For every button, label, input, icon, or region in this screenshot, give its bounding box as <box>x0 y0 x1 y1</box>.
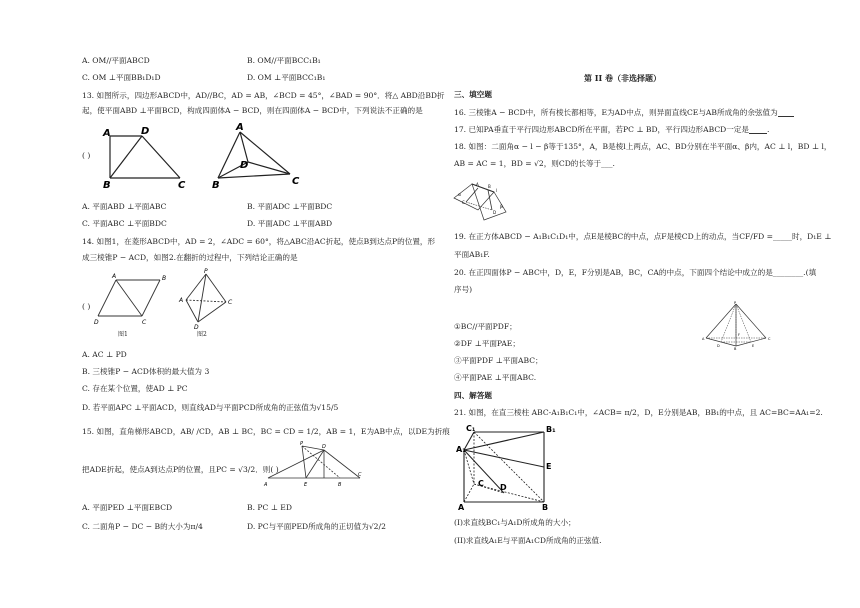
fig14b-label-p: P <box>204 268 208 275</box>
fig15-label-a: A <box>264 482 268 488</box>
fig18-label-b: B <box>488 184 491 189</box>
q15-option-b: B. PC ⊥ ED <box>247 503 292 512</box>
q14-option-a: A. AC ⊥ PD <box>82 350 127 359</box>
q14-text-line2: 成三棱锥P − ACD，如图2.在翻折的过程中，下列结论正确的是 <box>82 253 298 262</box>
fill-in-header: 三、填空题 <box>454 90 492 99</box>
fig20-label-f: F <box>738 333 741 337</box>
fig13b-label-a: A <box>236 122 244 133</box>
right-column <box>430 0 860 608</box>
q20-text-line2: 序号) <box>454 285 473 294</box>
fig14-label-b: B <box>162 275 167 282</box>
fig21-label-b1: B₁ <box>546 425 556 434</box>
q15-text-line2: 把ADE折起，使点A到达点P的位置，且PC = √3/2．则( ) <box>82 465 279 474</box>
q19-text-line2: 平面AB₁F. <box>454 250 490 259</box>
fig21-label-d: D <box>500 483 507 492</box>
q15-option-d: D. PC与平面PED所成角的正切值为√2/2 <box>247 522 386 531</box>
fig21-label-c: C <box>478 479 484 488</box>
q20-text-line1: 20. 在正四面体P − ABC中，D，E，F分别是AB，BC，CA的中点，下面四个结论中成立的是________.(填 <box>454 268 817 277</box>
fig20-label-a: A <box>702 337 705 341</box>
q13-figure-trapezoid <box>98 124 194 190</box>
fig13-label-a: A <box>103 128 111 139</box>
q13-option-a: A. 平面ABD ⊥平面ABC <box>82 202 167 211</box>
q15-text-line1: 15. 如图，直角梯形ABCD，AB/ /CD，AB ⊥ BC，BC = CD = 1/2，AB = 1，E为AB中点，以DE为折痕 <box>82 427 450 436</box>
fig18-label-alpha: α <box>458 193 461 198</box>
section-title: 第 II 卷（非选择题） <box>584 73 662 83</box>
q17-text: 17. 已知PA垂直于平行四边形ABCD所在平面，若PC ⊥ BD，平行四边形ABCD一定是 . <box>454 125 770 134</box>
q12-option-a: A. OM//平面ABCD <box>82 56 150 65</box>
fig20-label-b: B <box>734 347 737 350</box>
q13-paren: ( ) <box>82 151 91 160</box>
fig13-label-d: D <box>141 126 150 137</box>
fig15-label-b: B <box>338 482 342 488</box>
solve-header: 四、解答题 <box>454 391 492 400</box>
fig18-label-a: A <box>476 182 479 187</box>
fig14b-label-a: A <box>179 297 184 304</box>
fig21-label-a1: A₁ <box>456 445 466 454</box>
q20-item-2: ②DF ⊥平面PAE； <box>454 339 520 348</box>
q15-option-c: C. 二面角P − DC − B的大小为π/4 <box>82 522 203 531</box>
q18-text-line2: AB = AC = 1，BD = √2，则CD的长等于___. <box>454 159 615 168</box>
q21-part-2: (II)求直线A₁E与平面A₁CD所成角的正弦值. <box>454 536 602 545</box>
fig18-label-beta: β <box>500 205 503 210</box>
fig13-label-c: C <box>178 180 186 190</box>
q19-text-line1: 19. 在正方体ABCD − A₁B₁C₁D₁中，点E是棱BC的中点，点F是棱CD上的动点，当CF/FD =_____时，D₁E ⊥ <box>454 232 832 241</box>
fig15-label-p: P <box>300 441 304 447</box>
q14-paren: ( ) <box>82 302 91 311</box>
fig18-label-c: C <box>462 200 465 205</box>
q14-option-d: D. 若平面APC ⊥平面ACD，则直线AD与平面PCD所成角的正弦值为√15/5 <box>82 403 339 412</box>
q12-option-c: C. OM ⊥平面BB₁D₁D <box>82 73 161 82</box>
fig20-label-c: C <box>768 337 771 341</box>
q13-option-c: C. 平面ABC ⊥平面BDC <box>82 219 167 228</box>
q13-text-line1: 13. 如图所示，四边形ABCD中，AD//BC，AD = AB，∠BCD = 45°，∠BAD = 90°．将△ ABD沿BD折 <box>82 91 445 100</box>
q21-part-1: (I)求直线BC₁与A₁D所成角的大小； <box>454 518 576 527</box>
q21-text: 21. 如图，在直三棱柱 ABC-A₁B₁C₁中，∠ACB= π/2，D，E分别是AB，BB₁的中点，且 AC=BC=AA₁=2. <box>454 408 823 417</box>
fig20-label-p: P <box>734 301 737 305</box>
q13-option-d: D. 平面ADC ⊥平面ABD <box>247 219 333 228</box>
q14-fig1-caption: 图1 <box>118 331 128 338</box>
fig14-label-a: A <box>112 273 117 280</box>
q20-item-1: ①BC//平面PDF； <box>454 322 517 331</box>
fig20-label-e: E <box>752 344 755 348</box>
q20-item-3: ③平面PDF ⊥平面ABC； <box>454 356 543 365</box>
q14-figure-pyramid <box>176 266 242 330</box>
q18-text-line1: 18. 如图：二面角α − l − β等于135°，A，B是棱l上两点，AC、BD分别在半平面α、β内，AC ⊥ l，BD ⊥ l， <box>454 142 832 151</box>
q20-figure-tetrahedron <box>702 300 774 350</box>
fig13b-label-b: B <box>212 180 220 191</box>
fig15-label-d: D <box>322 444 326 450</box>
q13-text-line2: 起，使平面ABD ⊥平面BCD，构成四面体A − BCD，则在四面体A − BCD中，下列说法不正确的是 <box>82 106 423 115</box>
q20-item-4: ④平面PAE ⊥平面ABC. <box>454 373 537 382</box>
fig20-label-d: D <box>717 344 720 348</box>
fig14b-label-c: C <box>228 299 233 306</box>
q14-option-b: B. 三棱锥P − ACD体积的最大值为 3 <box>82 367 210 376</box>
fig15-label-c: C <box>358 472 362 478</box>
fig13b-label-d: D <box>240 160 249 171</box>
q14-figure-rhombus <box>92 272 172 330</box>
q12-option-b: B. OM//平面BCC₁B₁ <box>247 56 321 65</box>
q18-figure-dihedral <box>450 176 514 224</box>
q21-figure-prism <box>456 424 564 510</box>
q13-option-b: B. 平面ADC ⊥平面BDC <box>247 202 333 211</box>
fig21-label-b: B <box>542 503 549 510</box>
fig14b-label-d: D <box>194 324 199 330</box>
fig15-label-e: E <box>304 482 308 488</box>
fig13b-label-c: C <box>292 176 300 187</box>
fig18-label-d: D <box>493 210 497 215</box>
q16-text: 16. 三棱锥A − BCD中，所有棱长都相等，E为AD中点，则异面直线CE与AB所成角的余弦值为 <box>454 108 794 117</box>
q13-figure-tetrahedron <box>206 122 306 192</box>
q14-text-line1: 14. 如图1，在菱形ABCD中，AD = 2，∠ADC = 60°，将△ABC沿AC折起，使点B到达点P的位置，形 <box>82 237 436 246</box>
fig18-label-l: l <box>496 188 498 193</box>
fig21-label-c1: C₁ <box>466 424 476 433</box>
q14-fig2-caption: 图2 <box>197 331 207 338</box>
q12-option-d: D. OM ⊥平面BCC₁B₁ <box>247 73 326 82</box>
fig14-label-d: D <box>94 319 99 326</box>
fig14-label-c: C <box>142 319 147 326</box>
q15-figure-trapezoid-fold <box>262 440 366 492</box>
fig21-label-a: A <box>458 503 465 510</box>
q15-option-a: A. 平面PED ⊥平面EBCD <box>82 503 173 512</box>
fig21-label-e: E <box>546 462 552 471</box>
fig13-label-b: B <box>103 180 111 190</box>
q14-option-c: C. 存在某个位置，使AD ⊥ PC <box>82 384 188 393</box>
